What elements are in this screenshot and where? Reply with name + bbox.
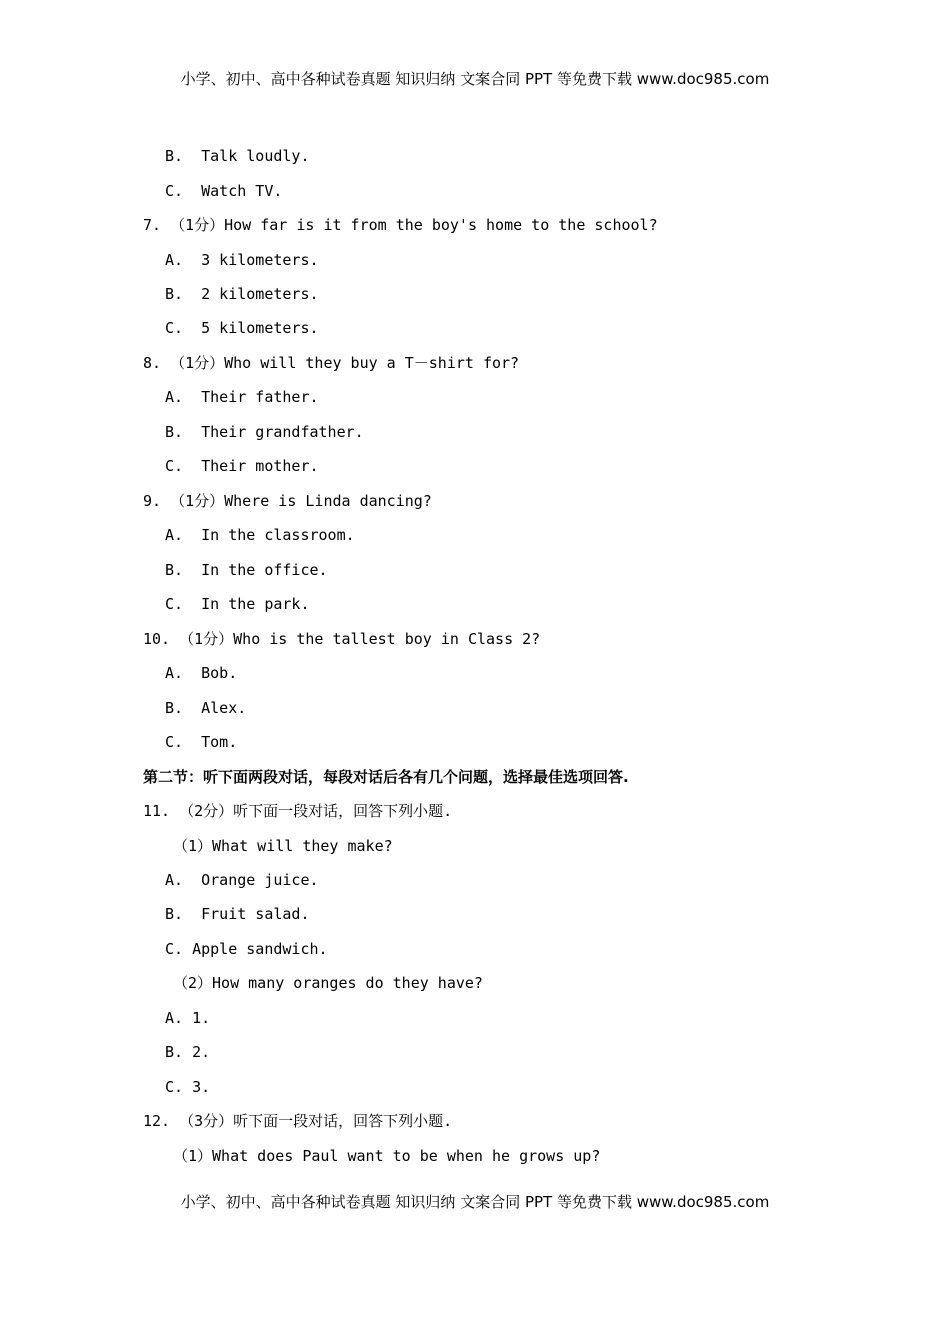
question-12: 12. （3分）听下面一段对话，回答下列小题.	[143, 1112, 453, 1130]
option-8c: C. Their mother.	[165, 457, 319, 475]
option-11-1b: B. Fruit salad.	[165, 905, 310, 923]
question-7: 7. （1分）How far is it from the boy's home to the school?	[143, 216, 658, 234]
option-9a: A. In the classroom.	[165, 526, 355, 544]
page-footer: 小学、初中、高中各种试卷真题 知识归纳 文案合同 PPT 等免费下载 www.doc985.com	[180, 1193, 770, 1211]
subquestion-11-2: （2）How many oranges do they have?	[173, 974, 483, 992]
option-8b: B. Their grandfather.	[165, 423, 364, 441]
option-10a: A. Bob.	[165, 664, 238, 682]
option-11-2a: A. 1.	[165, 1009, 211, 1027]
question-10: 10. （1分）Who is the tallest boy in Class 2?	[143, 630, 541, 648]
subquestion-11-1: （1）What will they make?	[173, 837, 393, 855]
option-10b: B. Alex.	[165, 699, 247, 717]
option-7c: C. 5 kilometers.	[165, 319, 319, 337]
option-10c: C. Tom.	[165, 733, 238, 751]
section-title: 第二节：听下面两段对话，每段对话后各有几个问题，选择最佳选项回答.	[143, 768, 629, 786]
question-11: 11. （2分）听下面一段对话，回答下列小题.	[143, 802, 453, 820]
option-8a: A. Their father.	[165, 388, 319, 406]
option-6c: C. Watch TV.	[165, 182, 283, 200]
option-11-1c: C. Apple sandwich.	[165, 940, 328, 958]
question-8: 8. （1分）Who will they buy a T－shirt for?	[143, 354, 520, 372]
option-9b: B. In the office.	[165, 561, 328, 579]
option-11-2c: C. 3.	[165, 1078, 211, 1096]
page-header: 小学、初中、高中各种试卷真题 知识归纳 文案合同 PPT 等免费下载 www.doc985.com	[180, 70, 770, 88]
option-11-2b: B. 2.	[165, 1043, 211, 1061]
option-11-1a: A. Orange juice.	[165, 871, 319, 889]
question-9: 9. （1分）Where is Linda dancing?	[143, 492, 432, 510]
option-6b: B. Talk loudly.	[165, 147, 310, 165]
option-9c: C. In the park.	[165, 595, 310, 613]
subquestion-12-1: （1）What does Paul want to be when he grows up?	[173, 1147, 601, 1165]
option-7a: A. 3 kilometers.	[165, 251, 319, 269]
option-7b: B. 2 kilometers.	[165, 285, 319, 303]
